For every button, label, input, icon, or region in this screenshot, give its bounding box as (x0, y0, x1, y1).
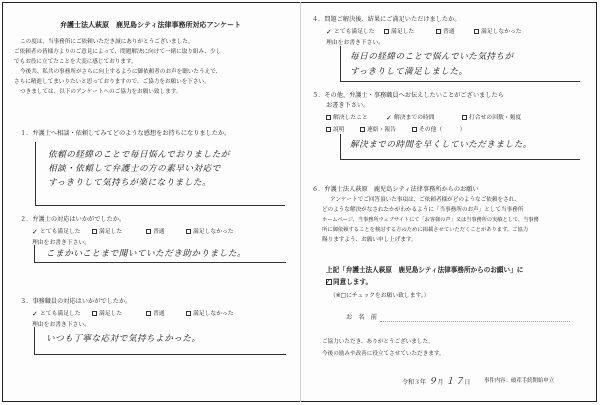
check-mark-icon: ✓ (32, 227, 38, 236)
intro-line-2: ご依頼者の皆様方よりのご意見によって、問題解決に向けて一緒に取り組み、少し (14, 49, 222, 55)
checkbox-icon (474, 29, 479, 34)
q4-reason-label: 理由をお書き下さい。 (326, 40, 384, 46)
checkbox-icon (92, 229, 97, 234)
q4-question: ４．問題ご解決後、結果にご満足いただけましたか。 (312, 16, 461, 23)
q6-body-3: ホームページ、当事務所ウェブサイトにて「お客様の声」又は当事務所の実績として、当事務 (322, 217, 539, 223)
q5-option-other[interactable]: その他（ ） (412, 124, 465, 133)
check-mark-icon: ✓ (386, 113, 392, 122)
q5-option-resolved[interactable]: 解決したこと (326, 112, 368, 121)
q6-body-5: 賜りますよう、お願い申し上げます。 (322, 237, 417, 243)
q5-question-cont: お書き下さい。 (326, 102, 370, 109)
q6-body-2: どのような解決がなされたかがわかるように「当事務所のお声」として当事務所 (322, 207, 524, 213)
checkbox-icon (436, 29, 441, 34)
intro-line-3: でもお役に立てたことを大変に感じております。 (14, 59, 137, 65)
q1-question: １．弁護士へ相談・依頼してみてどのような感想をお持ちになりましたか。 (20, 130, 231, 137)
q2-option-normal[interactable]: 普通 (146, 226, 165, 235)
q3-reason-label: 理由をお書き下さい。 (32, 322, 90, 328)
intro-line-4: 今後共、私共の事務所がさらに向上するように御依頼者のお声を聴いたうえで、 (20, 69, 222, 75)
survey-title: 弁護士法人萩原 鹿児島シティ法律事務所対応アンケート (60, 21, 242, 29)
q6-title: ６．弁護士法人萩原 鹿児島シティ法律事務所からのお願い (312, 186, 479, 193)
intro-line-5: さらに精進してまいりたいと思っておりますので、ご協力をお願いを下さい。 (14, 79, 210, 85)
checkbox-icon (360, 127, 365, 132)
footer-month-unit: 月 (437, 379, 444, 386)
q2-option-satisfied[interactable]: 満足した (92, 226, 122, 235)
q1-answer-line-3: すっきりして気持ちが楽になりました。 (48, 178, 212, 188)
q6-agree-line: 上記「弁護士法人萩原 鹿児島シティ法律事務所からのお願い」に (326, 266, 524, 274)
checkbox-icon (146, 229, 151, 234)
q5-option-contact[interactable]: 連絡・報告 (360, 124, 396, 133)
q5-answer-text: 解決までの時間を早くしていただきました。 (350, 140, 532, 150)
q2-option-very-satisfied[interactable]: ✓ とても満足した (32, 227, 81, 236)
name-field[interactable] (380, 321, 570, 322)
q6-body-4: 所に御依頼することを検討する方のために掲載させていただくことがあります。ご協力 (322, 227, 529, 233)
q3-option-satisfied[interactable]: 満足した (92, 308, 122, 317)
q2-reason-label: 理由をお書き下さい。 (32, 240, 90, 246)
q5-option-time[interactable]: ✓ 解決までの時間 (386, 113, 435, 122)
check-mark-icon: ✓ (325, 278, 331, 286)
footer-day-unit: 日 (464, 379, 471, 386)
q5-option-explanation[interactable]: 説明 (326, 124, 345, 133)
checkbox-icon (186, 229, 191, 234)
q2-answer-text: こまかいことまで聞いていただき助かりました。 (46, 249, 247, 259)
q3-option-normal[interactable]: 普通 (146, 308, 165, 317)
footer-date (402, 374, 470, 387)
footer-era: 令和３年 (402, 379, 427, 386)
q4-option-unsatisfied[interactable]: 満足しなかった (474, 26, 522, 35)
checkbox-icon (412, 127, 417, 132)
checkbox-icon (462, 115, 467, 120)
q3-question: ３．事務職員の対応はいかがでしたか。 (20, 298, 132, 305)
q4-answer-line-1: 毎日の経緯のことで悩んでいた気持ちが (350, 52, 514, 62)
name-label: お 名 前 (346, 314, 377, 321)
q6-body-1: アンケートでご回答頂いた事項は、ご依頼者様がどのようなご依頼をされ、 (330, 197, 521, 203)
footer-day: １７ (445, 377, 465, 387)
checkbox-icon (186, 311, 191, 316)
q4-option-satisfied[interactable]: 満足した (384, 26, 414, 35)
q1-answer-line-2: 相談・依頼して弁護士の方の素早い対応で (48, 164, 221, 174)
center-divider (300, 2, 301, 402)
q5-question: ５．その他、弁護士・事務職員へお伝えしたいことがございましたら (312, 92, 504, 99)
q3-answer-text: いつも丁寧な応対で気持ちよかった。 (46, 334, 201, 344)
footer-month: ９ (427, 377, 438, 387)
closing-line-2: 今後の励みや改善に役立てさせていただきます。 (322, 351, 445, 357)
q6-agree-checkbox[interactable]: ✓ 同意します。 (325, 278, 373, 286)
q4-option-very-satisfied[interactable]: ✓ とても満足した (326, 27, 375, 36)
q4-option-normal[interactable]: 普通 (436, 26, 455, 35)
intro-line-6: つきましては、以下のアンケートへのご協力をお願い致します。 (20, 89, 182, 95)
checkbox-icon (92, 311, 97, 316)
q3-option-unsatisfied[interactable]: 満足しなかった (186, 308, 234, 317)
check-mark-icon: ✓ (326, 27, 332, 36)
q4-answer-line-2: すっきりして満足しました。 (350, 67, 468, 77)
q3-option-very-satisfied[interactable]: ✓ とても満足した (32, 309, 81, 318)
q2-option-unsatisfied[interactable]: 満足しなかった (186, 226, 234, 235)
checkbox-icon (326, 127, 331, 132)
closing-line-1: ご協力いただき、ありがとうございました。 (322, 339, 434, 345)
check-mark-icon: ✓ (32, 309, 38, 318)
checkbox-icon (146, 311, 151, 316)
checkbox-icon (326, 115, 331, 120)
q1-answer-line-1: 依頼の経緯のことで毎日悩んでおりましたが (48, 150, 230, 160)
q5-option-meetings[interactable]: 打合せの回数・頻度 (462, 112, 521, 121)
intro-line-1: この度は、当事務所にご依頼いただき誠にありがとうございました。 (20, 39, 194, 45)
checkbox-icon (384, 29, 389, 34)
q6-note: （※□にチェックをお願い致します。） (330, 293, 430, 299)
footer-case-type: 事件内容：破産手続開始申立 (484, 378, 555, 384)
q2-question: ２．弁護士の対応はいかがでしたか。 (20, 216, 126, 223)
